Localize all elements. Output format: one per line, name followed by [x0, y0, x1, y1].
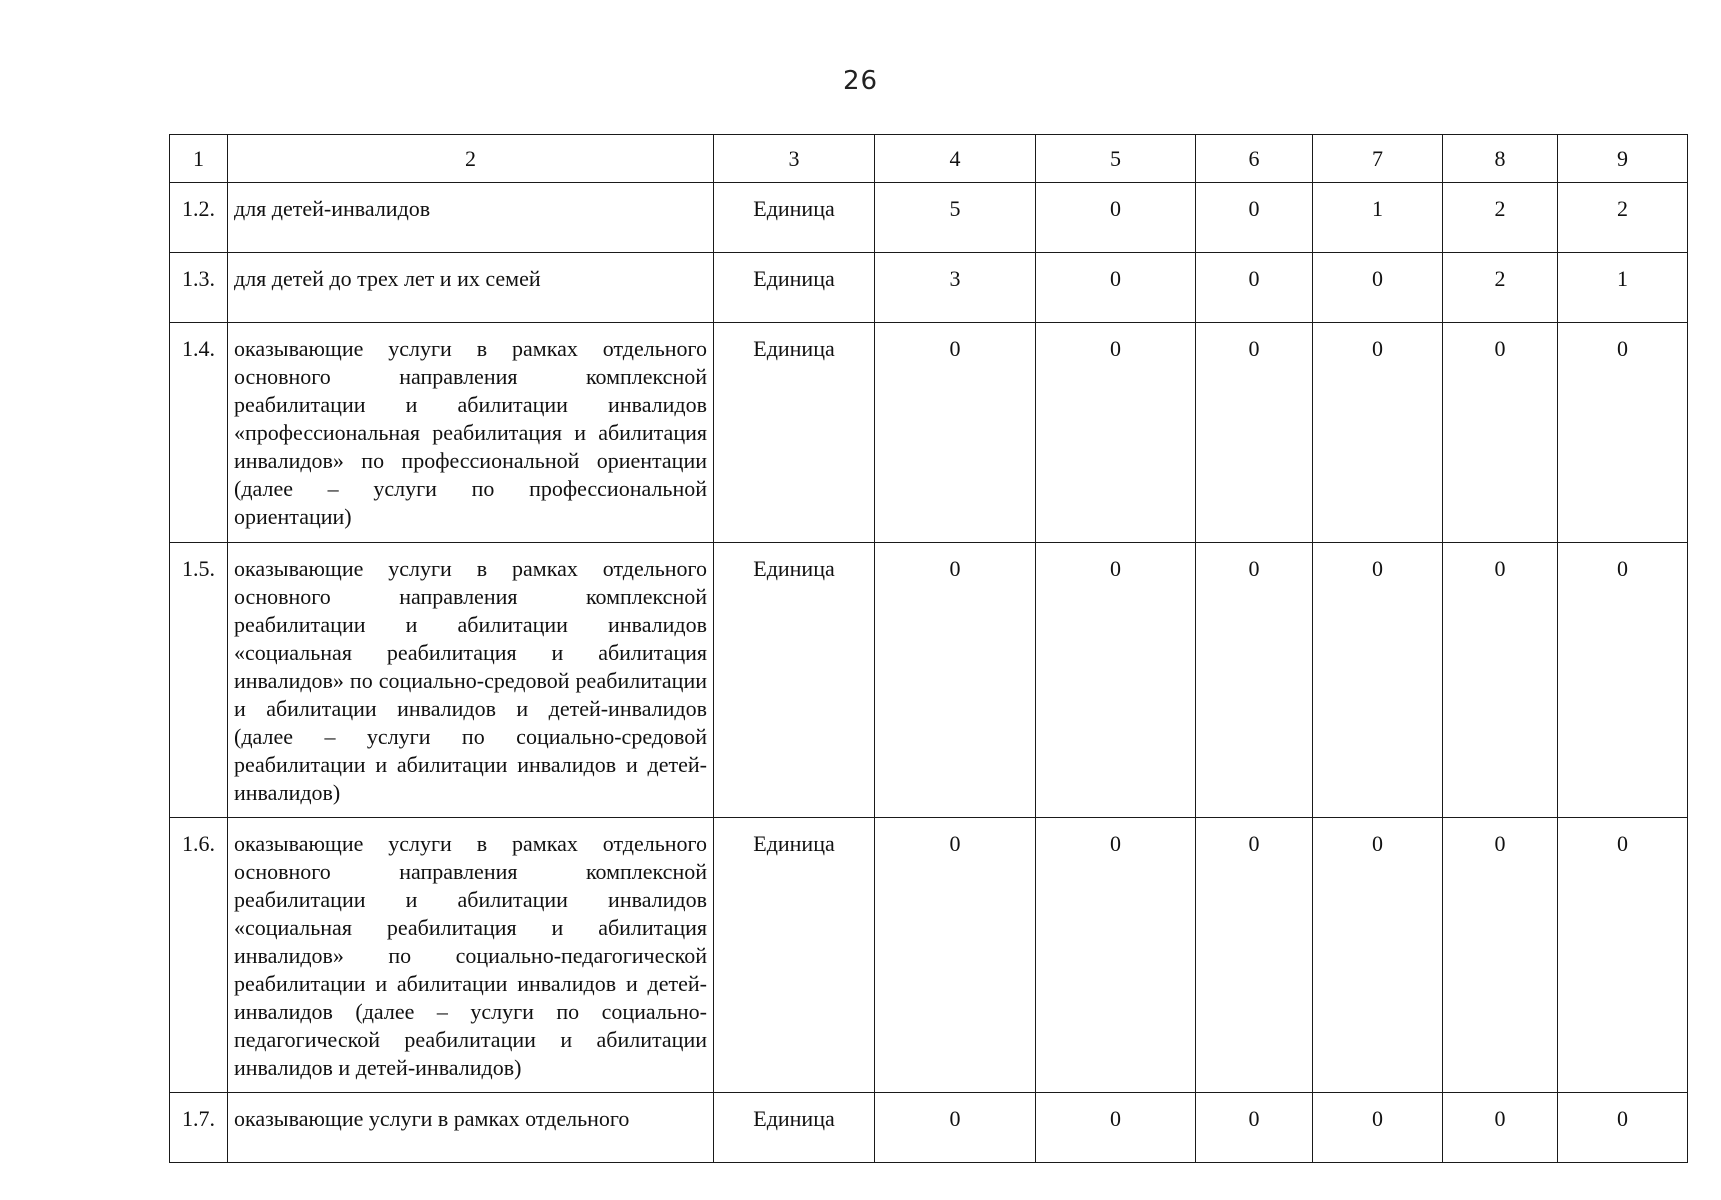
row-unit: Единица	[714, 543, 875, 818]
row-index: 1.5.	[170, 543, 228, 818]
value-cell: 5	[875, 183, 1036, 253]
row-unit: Единица	[714, 183, 875, 253]
row-index: 1.3.	[170, 253, 228, 323]
row-description: для детей до трех лет и их семей	[228, 253, 714, 323]
value-cell: 0	[1036, 253, 1196, 323]
row-unit: Единица	[714, 818, 875, 1093]
value-cell: 0	[1196, 183, 1313, 253]
column-header: 9	[1558, 135, 1688, 183]
value-cell: 0	[1313, 253, 1443, 323]
row-description: оказывающие услуги в рамках отдельного основного направления комплексной реабилитации и абилитации инвалидов «социальная реабилитация и абилитация инвалидов» по социально-средовой реабилитации и абилитации инвалидов и детей-инвалидов (далее – услуги по социально-средовой реабилитации и абилитации инвалидов и детей-инвалидов)	[228, 543, 714, 818]
row-description: для детей-инвалидов	[228, 183, 714, 253]
value-cell: 0	[1196, 818, 1313, 1093]
column-header: 7	[1313, 135, 1443, 183]
value-cell: 2	[1443, 183, 1558, 253]
value-cell: 0	[1443, 323, 1558, 543]
table-row	[170, 323, 1688, 543]
value-cell: 0	[875, 543, 1036, 818]
value-cell: 0	[1196, 323, 1313, 543]
value-cell: 0	[1313, 818, 1443, 1093]
value-cell: 0	[1313, 543, 1443, 818]
value-cell: 0	[1558, 818, 1688, 1093]
value-cell: 0	[1443, 543, 1558, 818]
value-cell: 0	[1036, 183, 1196, 253]
value-cell: 0	[1313, 323, 1443, 543]
column-header: 4	[875, 135, 1036, 183]
column-header: 5	[1036, 135, 1196, 183]
row-description: оказывающие услуги в рамках отдельного основного направления комплексной реабилитации и абилитации инвалидов «социальная реабилитация и абилитация инвалидов» по социально-педагогической реабилитации и абилитации инвалидов и детей-инвалидов (далее – услуги по социально-педагогической реабилитации и абилитации инвалидов и детей-инвалидов)	[228, 818, 714, 1093]
value-cell: 1	[1313, 183, 1443, 253]
table-row	[170, 183, 1688, 253]
value-cell: 0	[875, 323, 1036, 543]
column-header: 1	[170, 135, 228, 183]
value-cell: 0	[1036, 1093, 1196, 1163]
table-header-row	[170, 135, 1688, 183]
value-cell: 0	[1443, 1093, 1558, 1163]
value-cell: 0	[1036, 543, 1196, 818]
table-row	[170, 543, 1688, 818]
row-unit: Единица	[714, 1093, 875, 1163]
row-index: 1.2.	[170, 183, 228, 253]
value-cell: 0	[1196, 1093, 1313, 1163]
value-cell: 3	[875, 253, 1036, 323]
table-row	[170, 1093, 1688, 1163]
row-index: 1.4.	[170, 323, 228, 543]
column-header: 8	[1443, 135, 1558, 183]
value-cell: 0	[1196, 253, 1313, 323]
value-cell: 1	[1558, 253, 1688, 323]
table-row	[170, 253, 1688, 323]
value-cell: 2	[1558, 183, 1688, 253]
column-header: 3	[714, 135, 875, 183]
value-cell: 0	[1558, 1093, 1688, 1163]
table-row	[170, 818, 1688, 1093]
row-description: оказывающие услуги в рамках отдельного	[228, 1093, 714, 1163]
value-cell: 0	[1036, 818, 1196, 1093]
value-cell: 0	[1443, 818, 1558, 1093]
value-cell: 0	[875, 818, 1036, 1093]
row-index: 1.7.	[170, 1093, 228, 1163]
data-table	[169, 134, 1688, 1163]
value-cell: 0	[1313, 1093, 1443, 1163]
value-cell: 2	[1443, 253, 1558, 323]
page-number: 26	[842, 66, 879, 96]
row-unit: Единица	[714, 253, 875, 323]
row-unit: Единица	[714, 323, 875, 543]
row-index: 1.6.	[170, 818, 228, 1093]
column-header: 6	[1196, 135, 1313, 183]
value-cell: 0	[1558, 543, 1688, 818]
value-cell: 0	[1196, 543, 1313, 818]
value-cell: 0	[1036, 323, 1196, 543]
row-description: оказывающие услуги в рамках отдельного основного направления комплексной реабилитации и абилитации инвалидов «профессиональная реабилитация и абилитация инвалидов» по профессиональной ориентации (далее – услуги по профессиональной ориентации)	[228, 323, 714, 543]
value-cell: 0	[875, 1093, 1036, 1163]
value-cell: 0	[1558, 323, 1688, 543]
column-header: 2	[228, 135, 714, 183]
